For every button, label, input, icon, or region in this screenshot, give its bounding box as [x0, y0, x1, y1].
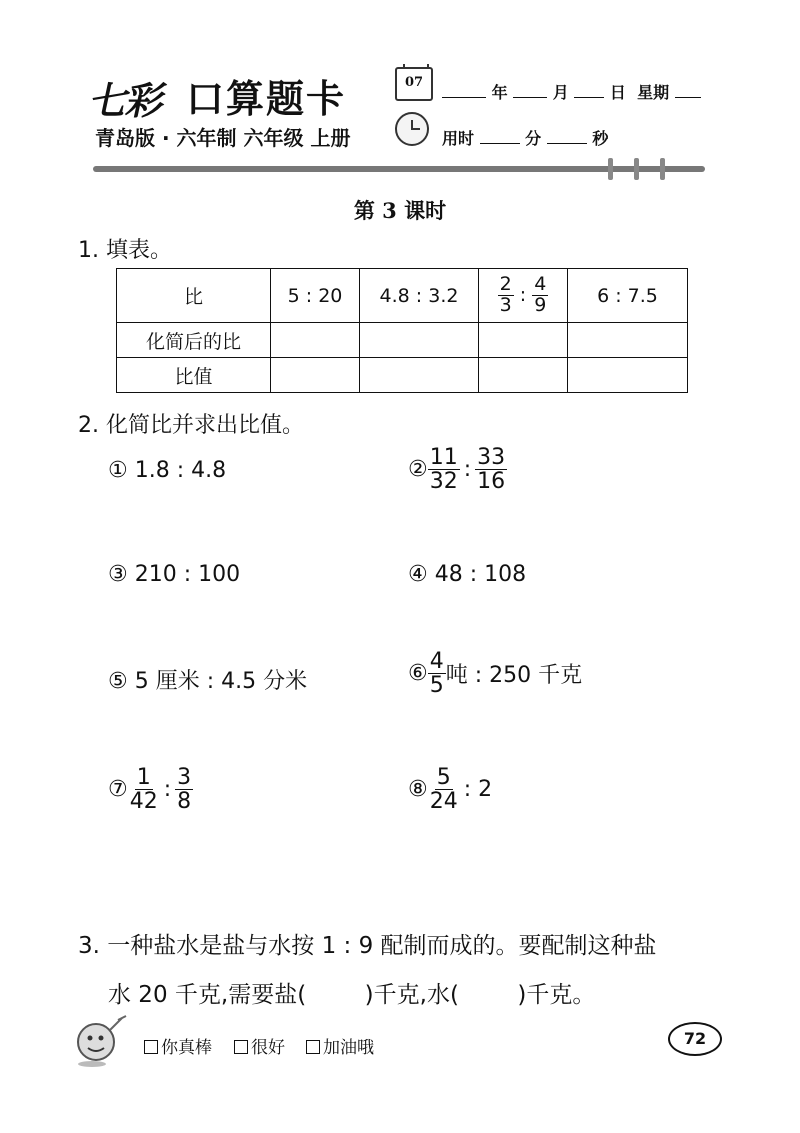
pin-icon	[608, 158, 613, 180]
fraction: $\frac{3}{8}$	[177, 765, 192, 815]
logo-title: 口算题卡	[186, 77, 347, 121]
fraction: $\frac{4}{9}$	[534, 273, 547, 316]
fraction: $\frac{4}{5}$	[429, 649, 444, 699]
checkbox-icon[interactable]	[144, 1040, 158, 1054]
problem-item: ⑤ 5 厘米 : 4.5 分米	[108, 669, 308, 694]
minute-label: 分	[525, 129, 542, 148]
checkbox-icon[interactable]	[306, 1040, 320, 1054]
fraction: $\frac{11}{32}$	[429, 445, 458, 495]
problem-item: ② $\frac{11}{32}$ : $\frac{33}{16}$	[408, 445, 506, 495]
lesson-title: 第 3 课时	[353, 198, 447, 223]
ratio-table	[116, 268, 688, 393]
ratio-cell: 6 : 7.5	[568, 269, 688, 323]
q2-title: 2. 化简比并求出比值。	[78, 413, 304, 438]
rating-option[interactable]: 你真棒	[144, 1033, 212, 1058]
answer-cell[interactable]	[271, 323, 360, 358]
mascot-icon	[70, 1012, 130, 1068]
answer-cell[interactable]	[360, 323, 479, 358]
time-fields	[442, 126, 608, 149]
clock-icon	[395, 112, 429, 146]
month-label: 月	[552, 83, 569, 102]
ratio-cell: 4.8 : 3.2	[360, 269, 479, 323]
header-divider	[93, 166, 705, 172]
answer-cell[interactable]	[360, 358, 479, 393]
logo-swirl: 七彩	[86, 78, 169, 123]
table-row	[117, 358, 688, 393]
calendar-day: 07	[404, 75, 424, 90]
row-header: 比	[117, 269, 271, 323]
table-row	[117, 269, 688, 323]
day-label: 日	[609, 83, 626, 102]
rating-option[interactable]: 加油哦	[306, 1033, 374, 1058]
fraction: $\frac{5}{24}$	[429, 765, 458, 815]
problem-item: ① 1.8 : 4.8	[108, 458, 227, 483]
answer-cell[interactable]	[568, 358, 688, 393]
year-label: 年	[491, 83, 508, 102]
q3-line1: 3. 一种盐水是盐与水按 1 : 9 配制而成的。要配制这种盐	[78, 933, 657, 959]
page-number: 72	[668, 1022, 722, 1056]
problem-item: ③ 210 : 100	[108, 562, 241, 587]
ratio-cell: $\frac{2}{3}$ : $\frac{4}{9}$	[479, 269, 568, 323]
fraction: $\frac{2}{3}$	[499, 273, 512, 316]
problem-item: ⑧ $\frac{5}{24}$ : 2	[408, 765, 493, 815]
answer-cell[interactable]	[271, 358, 360, 393]
answer-cell[interactable]	[479, 323, 568, 358]
weekday-label: 星期	[637, 83, 670, 102]
edition-label: 青岛版 · 六年制 六年级 上册	[95, 126, 351, 150]
calendar-icon	[395, 67, 433, 101]
table-row	[117, 323, 688, 358]
answer-cell[interactable]	[568, 323, 688, 358]
problem-item: ⑦ $\frac{1}{42}$ : $\frac{3}{8}$	[108, 765, 192, 815]
row-header: 比值	[117, 358, 271, 393]
q3-line2: 水 20 千克,需要盐( )千克,水( )千克。	[108, 982, 596, 1008]
problem-item: ④ 48 : 108	[408, 562, 527, 587]
q1-title: 1. 填表。	[78, 238, 172, 263]
rating-option[interactable]: 很好	[234, 1033, 285, 1058]
answer-cell[interactable]	[479, 358, 568, 393]
fraction: $\frac{1}{42}$	[129, 765, 158, 815]
time-label: 用时	[442, 129, 475, 148]
fraction: $\frac{33}{16}$	[477, 445, 506, 495]
problem-item: ⑥ $\frac{4}{5}$ 吨 : 250 千克	[408, 649, 583, 699]
ratio-cell: 5 : 20	[271, 269, 360, 323]
second-label: 秒	[592, 129, 609, 148]
row-header: 化简后的比	[117, 323, 271, 358]
checkbox-icon[interactable]	[234, 1040, 248, 1054]
pin-icon	[660, 158, 665, 180]
date-fields	[442, 80, 701, 103]
pin-icon	[634, 158, 639, 180]
